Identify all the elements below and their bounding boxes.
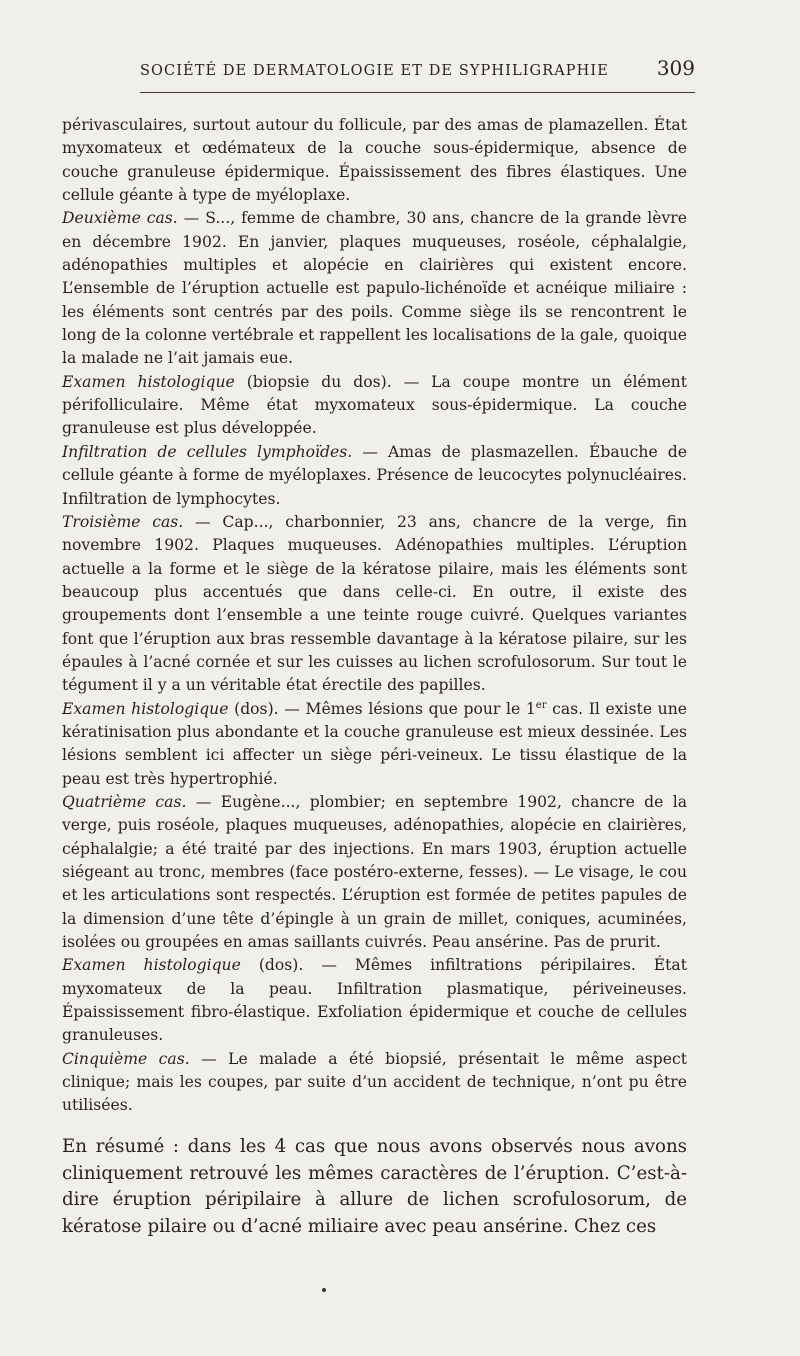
histology-3-text-b: cas. Il existe une kératinisation plus abondante et la couche granuleuse est mieux dessinée. Les lésions semblent ici affecter un siège péri-veineux. Le tissu élastique de la peau est très hypertrophié. [62, 699, 687, 788]
paragraph-histology-4 [62, 954, 687, 1047]
case-5-heading: Cinquième cas. [62, 1049, 190, 1068]
histology-3-heading: Examen histologique [62, 699, 229, 718]
case-2-heading: Deuxième cas. [62, 209, 178, 228]
case-3-text: — Cap..., charbonnier, 23 ans, chancre de la verge, fin novembre 1902. Plaques muqueuses. Adénopathies multiples. L’éruption actuelle a la forme et le siège de la kératose pilaire, mais les éléments sont beaucoup plus accentués que dans celle-ci. En outre, il existe des groupements dont l’ensemble a une teinte rouge cuivré. Quelques variantes font que l’éruption aux bras ressemble davantage à la kératose pilaire, sur les épaules à l’acné cornée et sur les cuisses au lichen scrofulosorum. Sur tout le tégument il y a un véritable état érectile des papilles. [62, 512, 687, 695]
ink-speck [322, 1288, 326, 1292]
summary-section [62, 1134, 687, 1240]
paragraph-case-5 [62, 1048, 687, 1118]
paragraph-infiltration [62, 441, 687, 511]
paragraph-case-3 [62, 511, 687, 698]
paragraph-histology-2 [62, 371, 687, 441]
case-5-text: — Le malade a été biopsié, présentait le même aspect clinique; mais les coupes, par suite d’un accident de technique, n’ont pu être utilisées. [62, 1049, 687, 1115]
running-title: SOCIÉTÉ DE DERMATOLOGIE ET DE SYPHILIGRAPHIE [140, 63, 609, 79]
header-rule [140, 92, 695, 93]
case-4-heading: Quatrième cas. [62, 792, 187, 811]
paragraph-case-2 [62, 207, 687, 370]
histology-2-heading: Examen histologique [62, 372, 235, 391]
page-number: 309 [656, 56, 695, 80]
running-header [140, 56, 695, 84]
histology-3-text-a: (dos). — Mêmes lésions que pour le 1 [228, 699, 536, 718]
case-3-heading: Troisième cas. [62, 512, 184, 531]
case-2-text: — S..., femme de chambre, 30 ans, chancre de la grande lèvre en décembre 1902. En janvier, plaques muqueuses, roséole, céphalalgie, adénopathies multiples et alopécie en clairières qui existent encore. L’ensemble de l’éruption actuelle est papulo-lichénoïde et acnéique miliaire : les éléments sont centrés par des poils. Comme siège ils se rencontrent le long de la colonne vertébrale et rappellent les localisations de la gale, quoique la malade ne l’ait jamais eue. [62, 209, 687, 368]
infiltration-text: — Amas de plasmazellen. Ébauche de cellule géante à forme de myéloplaxes. Présence de leucocytes polynucléaires. Infiltration de lymphocytes. [62, 442, 687, 508]
ordinal-superscript: er [535, 699, 547, 711]
histology-2-text: (biopsie du dos). — La coupe montre un élément périfolliculaire. Même état myxomateux sous-épidermique. La couche granuleuse est plus développée. [62, 372, 687, 438]
paragraph-histology-3 [62, 698, 687, 791]
case-4-text: — Eugène..., plombier; en septembre 1902, chancre de la verge, puis roséole, plaques muqueuses, adénopathies, alopécie en clairières, céphalalgie; a été traité par des injections. En mars 1903, éruption actuelle siégeant au tronc, membres (face postéro-externe, fesses). — Le visage, le cou et les articulations sont respectés. L’éruption est formée de petites papules de la dimension d’une tête d’épingle à un grain de millet, coniques, acuminées, isolées ou groupées en amas saillants cuivrés. Peau ansérine. Pas de prurit. [62, 792, 687, 952]
histology-4-heading: Examen histologique [62, 956, 241, 975]
case-reports [62, 114, 687, 1118]
summary-paragraph: En résumé : dans les 4 cas que nous avons observés nous avons cliniquement retrouvé les mêmes caractères de l’éruption. C’est-à-dire éruption péripilaire à allure de lichen scrofulosorum, de kératose pilaire ou d’acné miliaire avec peau ansérine. Chez ces [62, 1136, 687, 1237]
paragraph-case-4 [62, 791, 687, 954]
histology-4-text: (dos). — Mêmes infiltrations péripilaires. État myxomateux de la peau. Infiltration plasmatique, périveineuses. Épaississement fibro-élastique. Exfoliation épidermique et couche de cellules granuleuses. [62, 956, 687, 1045]
infiltration-heading: Infiltration de cellules lymphoïdes. [62, 442, 353, 461]
paragraph-continuation: périvasculaires, surtout autour du follicule, par des amas de plamazellen. État myxomateux et œdémateux de la couche sous-épidermique, absence de couche granuleuse épidermique. Épaississement des fibres élastiques. Une cellule géante à type de myéloplaxe. [62, 116, 687, 205]
